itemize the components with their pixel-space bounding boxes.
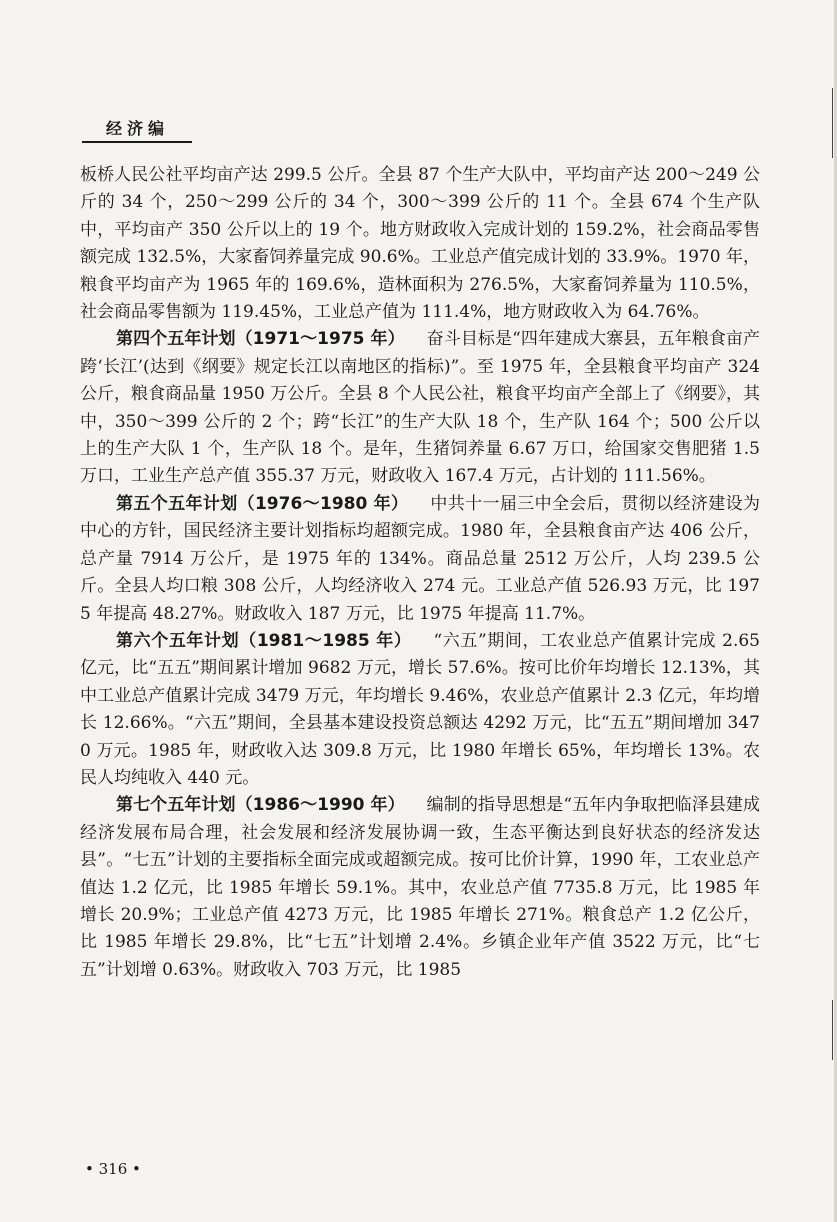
paragraph-seventh-five-year-plan — [80, 792, 760, 984]
paragraph-text: 板桥人民公社平均亩产达 299.5 公斤。全县 87 个生产大队中，平均亩产达 200～249 公斤的 34 个，250～299 公斤的 34 个，300～399 公斤的 11 个。全县 674 个生产队中，平均亩产 350 公斤以上的 19 个。地方财政收入完成计划的 159.2%，社会商品零售额完成 132.5%，大家畜饲养量完成 90.6%。工业总产值完成计划的 33.9%。1970 年，粮食平均亩产为 1965 年的 169.6%，造林面积为 276.5%，大家畜饲养量为 110.5%，社会商品零售额为 119.45%，工业总产值为 111.4%，地方财政收入为 64.76%。 — [80, 165, 760, 323]
paragraph-fifth-five-year-plan — [80, 491, 760, 628]
paragraph-continued — [80, 162, 760, 326]
section-header — [82, 114, 192, 142]
page-number: • 316 • — [85, 1160, 141, 1178]
paragraph-sixth-five-year-plan — [80, 628, 760, 792]
paragraph-title: 第五个五年计划（1976～1980 年） — [116, 493, 409, 514]
margin-mark — [832, 1000, 833, 1060]
section-title: 经济编 — [106, 119, 170, 138]
paragraph-text: “六五”期间，工农业总产值累计完成 2.65 亿元，比“五五”期间累计增加 9682 万元，增长 57.6%。按可比价年均增长 12.13%，其中工业总产值累计完成 3479 万元，年均增长 9.46%，农业总产值累计 2.3 亿元，年均增长 12.66%。“六五”期间，全县基本建设投资总额达 4292 万元，比“五五”期间增加 3470 万元。1985 年，财政收入达 309.8 万元，比 1980 年增长 65%，年均增长 13%。农民人均纯收入 440 元。 — [80, 630, 760, 788]
paragraph-text: 中共十一届三中全会后，贯彻以经济建设为中心的方针，国民经济主要计划指标均超额完成。1980 年，全县粮食亩产达 406 公斤，总产量 7914 万公斤，是 1975 年的 134%。商品总量 2512 万公斤，人均 239.5 公斤。全县人均口粮 308 公斤，人均经济收入 274 元。工业总产值 526.93 万元，比 1975 年提高 48.27%。财政收入 187 万元，比 1975 年提高 11.7%。 — [80, 493, 761, 624]
header-underline — [82, 141, 192, 143]
paragraph-title: 第六个五年计划（1981～1985 年） — [116, 630, 412, 651]
paragraph-fourth-five-year-plan — [80, 326, 760, 490]
paragraph-text: 编制的指导思想是“五年内争取把临泽县建成经济发展布局合理，社会发展和经济发展协调一致，生态平衡达到良好状态的经济发达县”。“七五”计划的主要指标全面完成或超额完成。按可比价计算，1990 年，工农业总产值达 1.2 亿元，比 1985 年增长 59.1%。其中，农业总产值 7735.8 万元，比 1985 年增长 20.9%；工业总产值 4273 万元，比 1985 年增长 271%。粮食总产 1.2 亿公斤，比 1985 年增长 29.8%，比“七五”计划增 2.4%。乡镇企业年产值 3522 万元，比“七五”计划增 0.63%。财政收入 703 万元，比 1985 — [80, 795, 760, 980]
paragraph-text: 奋斗目标是“四年建成大寨县，五年粮食亩产跨‘长江’(达到《纲要》规定长江以南地区的指标)”。至 1975 年，全县粮食平均亩产 324 公斤，粮食商品量 1950 万公斤。全县 8 个人民公社，粮食平均亩产全部上了《纲要》，其中，350～399 公斤的 2 个；跨“长江”的生产大队 18 个，生产队 164 个；500 公斤以上的生产大队 1 个，生产队 18 个。是年，生猪饲养量 6.67 万口，给国家交售肥猪 1.5 万口，工业生产总产值 355.37 万元，财政收入 167.4 万元，占计划的 111.56%。 — [80, 329, 760, 487]
paragraph-title: 第四个五年计划（1971～1975 年） — [116, 329, 405, 350]
body-text — [80, 162, 760, 984]
margin-mark — [832, 88, 833, 158]
paragraph-title: 第七个五年计划（1986～1990 年） — [116, 795, 405, 816]
